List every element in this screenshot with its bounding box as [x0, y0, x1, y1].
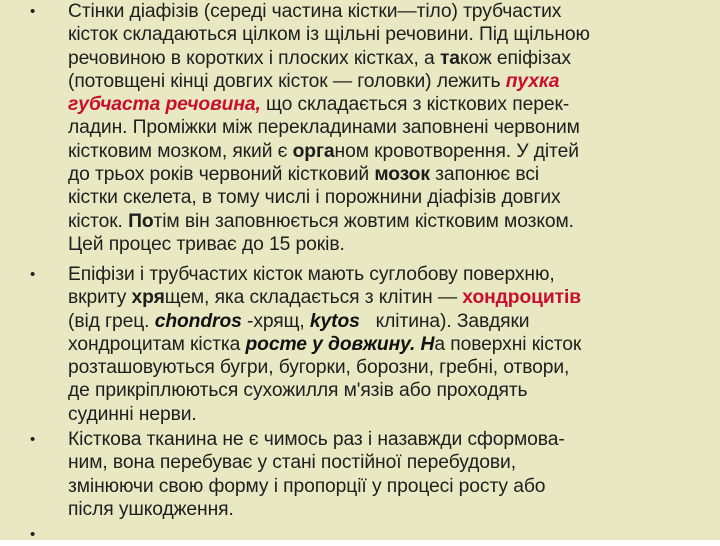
emphasis-term: росте у довжину. Н — [245, 333, 435, 355]
text-line — [68, 263, 581, 286]
text-line — [68, 286, 581, 309]
text-run: Епіфізи і трубчастих кісток мають суглобову поверхню, — [68, 264, 555, 285]
text-run: тім він заповнюється жовтим кістковим мозком. — [153, 210, 574, 232]
greek-term: kytos — [309, 310, 360, 332]
text-run: -хрящ, — [247, 310, 305, 332]
text-run: ном кровотворення. У дітей — [334, 140, 579, 162]
text-line — [68, 163, 590, 186]
text-line — [68, 475, 565, 498]
text-run: до трьох років червоний кістковий — [68, 164, 370, 186]
text-line — [68, 498, 565, 521]
text-run: ним, вона перебуває у стані постійної перебудови, — [68, 452, 516, 474]
text-run: запонює всі — [435, 164, 540, 186]
text-run: (потовщені кінці довгих кісток — головки) лежить — [68, 70, 501, 92]
text-run: кісток. — [68, 210, 123, 232]
text-run: кож епіфізах — [459, 47, 571, 69]
text-run: клітина). Завдяки — [375, 310, 530, 332]
bullet-item-bone-tissue — [0, 428, 593, 521]
text-run: кістковим мозком, який є — [68, 140, 288, 162]
text-run: судинні нерви. — [68, 403, 197, 425]
bullet-marker: • — [30, 526, 36, 543]
highlight-term: губчаста речовина, — [68, 94, 261, 116]
text-run: кістки скелета, в тому числі і порожнини діафізів довгих — [68, 187, 561, 209]
text-run: вкриту — [68, 287, 127, 309]
text-run: речовиною в коротких і плоских кістках, а — [68, 47, 435, 69]
bullet-marker: • — [30, 431, 36, 448]
text-run: (від грец. — [68, 310, 150, 332]
text-line — [68, 451, 565, 474]
text-run: Стінки діафізів (середі частина кістки—тіло) трубчастих — [68, 1, 562, 22]
text-run: ладин. Проміжки між перекладинами заповнені червоним — [68, 117, 580, 139]
bold-run: хря — [131, 287, 165, 309]
text-line — [68, 93, 590, 116]
text-line — [68, 310, 581, 333]
text-line — [68, 403, 581, 426]
text-run: змінюючи свою форму і пропорції у процесі росту або — [68, 475, 546, 497]
text-line — [68, 333, 581, 356]
text-line — [68, 356, 581, 379]
text-line — [68, 379, 581, 402]
highlight-term: пухка — [505, 70, 560, 92]
bullet-marker: • — [30, 3, 36, 20]
text-run: після ушкодження. — [68, 498, 234, 520]
text-line — [68, 70, 590, 93]
text-line — [68, 116, 590, 139]
text-line — [68, 0, 590, 23]
bullet-item-epiphysis — [0, 263, 609, 426]
text-run: щем, яка складається з клітин — — [164, 287, 458, 309]
bold-run: По — [128, 210, 154, 232]
text-line — [68, 428, 565, 451]
text-line — [68, 233, 590, 256]
text-run: де прикріплюються сухожилля м'язів або проходять — [68, 380, 528, 402]
bold-run: та — [439, 47, 460, 69]
highlight-term: хондроцитів — [462, 287, 582, 309]
text-run: хондроцитам кістка — [68, 333, 241, 355]
text-run: а поверхні кісток — [434, 333, 582, 355]
bold-run: орга — [292, 140, 335, 162]
text-run: що складається з кісткових перек- — [266, 94, 570, 116]
text-line — [68, 210, 590, 233]
bold-run: мозок — [374, 164, 430, 186]
text-run: Цей процес триває до 15 років. — [68, 233, 345, 255]
bullet-marker: • — [30, 266, 36, 283]
text-line — [68, 186, 590, 209]
greek-term: chondros — [154, 310, 242, 332]
text-run: Кісткова тканина не є чимось раз і назавжди сформова- — [68, 429, 565, 450]
text-line — [68, 47, 590, 70]
text-line — [68, 140, 590, 163]
text-run: кісток складаються цілком із щільні речовини. Під щільною — [68, 24, 590, 46]
text-run: розташовуються бугри, бугорки, борозни, гребні, отвори, — [68, 357, 570, 379]
bullet-item-diaphysis — [0, 0, 618, 256]
text-line — [68, 23, 590, 46]
